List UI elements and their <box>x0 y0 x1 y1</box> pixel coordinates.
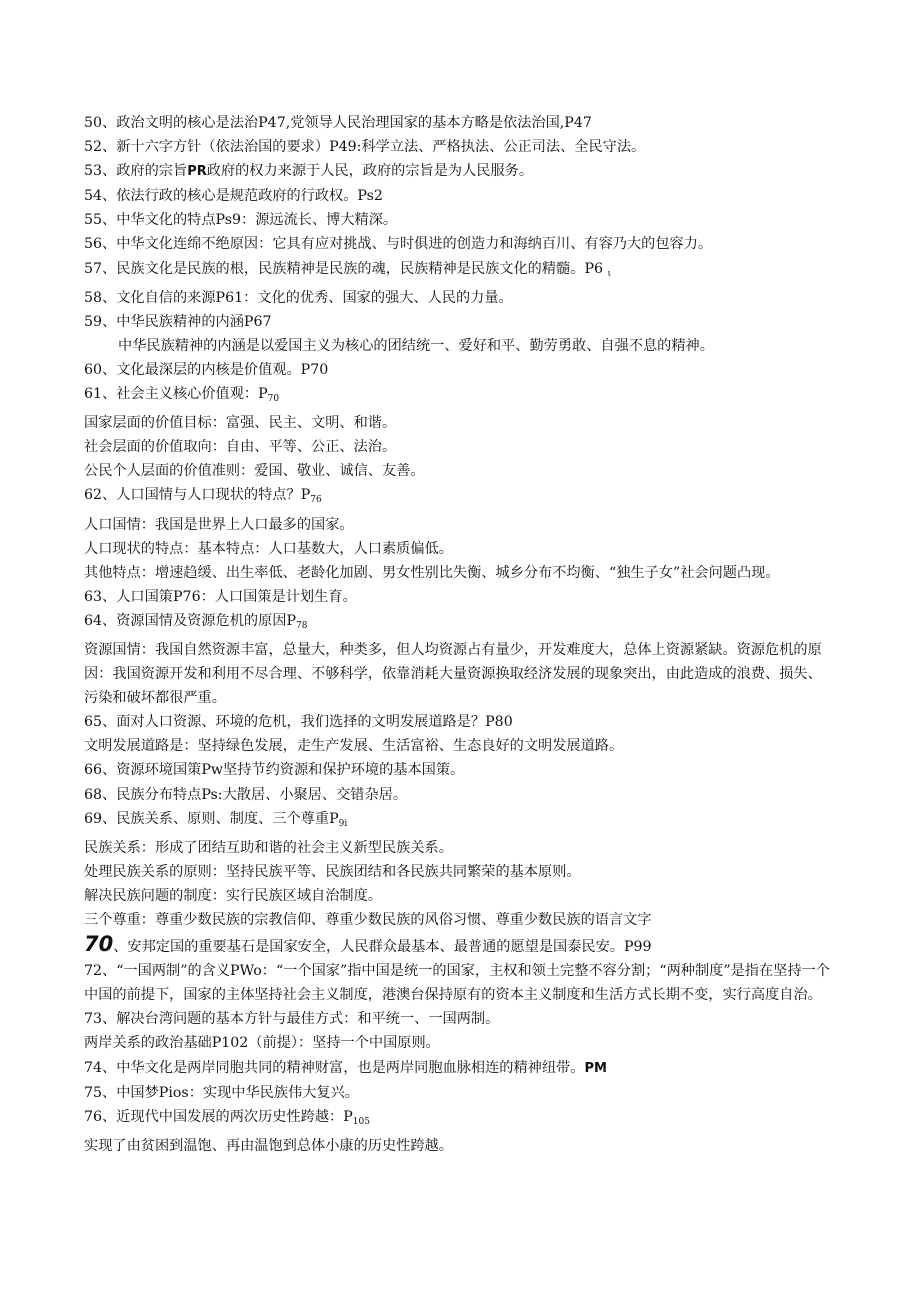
line-52-rest: :科学立法、严格执法、公正司法、全民守法。 <box>356 139 646 156</box>
line-65-detail <box>84 734 832 758</box>
line-61-a-text: 国家层面的价值目标：富强、民主、文明、和谐。 <box>84 415 397 432</box>
line-65-detail-text: 文明发展道路是：坚持绿色发展，走生产发展、生活富裕、生态良好的文明发展道路。 <box>84 738 624 755</box>
line-69-b <box>84 860 832 884</box>
line-69 <box>84 807 832 836</box>
document-body <box>84 111 832 1158</box>
page-ref: P49 <box>329 139 357 156</box>
line-53-rest: 政府的权力来源于人民，政府的宗旨是为人民服务。 <box>206 163 534 180</box>
page-ref-sub: 76 <box>310 495 322 506</box>
line-69-d-text: 三个尊重：尊重少数民族的宗教信仰、尊重少数民族的风俗习惯、尊重少数民族的语言文字 <box>84 912 652 928</box>
line-55 <box>84 208 832 232</box>
line-62-text: 62、人口国情与人口现状的特点？ <box>84 487 301 504</box>
line-72-text: 72、“一国两制”的含义PWo：“一个国家”指中国是统一的国家，主权和领土完整不容分割；“两种制度”是指在坚持一个中国的前提下，国家的主体坚持社会主义制度，港澳台保持原有的资本主义制度和生活方式长期不变，实行高度自治。 <box>84 963 830 1004</box>
page-ref-sub: 78 <box>296 620 308 631</box>
line-52 <box>84 135 832 159</box>
line-64-detail <box>84 638 832 710</box>
line-69-b-text: 处理民族关系的原则：坚持民族平等、民族团结和各民族共同繁荣的基本原则。 <box>84 863 581 880</box>
line-73-detail <box>84 1031 832 1055</box>
line-61-text: 61、社会主义核心价值观： <box>84 386 259 403</box>
line-61-c-text: 公民个人层面的价值准则：爱国、敬业、诚信、友善。 <box>84 463 425 480</box>
line-53-text: 53、政府的宗旨 <box>84 163 188 180</box>
page-ref: P <box>329 810 339 827</box>
line-69-a-text: 民族关系：形成了团结互助和谐的社会主义新型民族关系。 <box>84 839 453 856</box>
line-64-text: 64、资源国情及资源危机的原因 <box>84 612 287 629</box>
line-62-b <box>84 537 832 561</box>
line-50 <box>84 111 832 135</box>
line-59-detail <box>84 334 832 358</box>
line-61-b <box>84 435 832 459</box>
line-56-text: 56、中华文化连绵不绝原因：它具有应对挑战、与时俱进的创造力和海纳百川、有容乃大的包容力。 <box>84 236 713 253</box>
line-59-detail-text: 中华民族精神的内涵是以爱国主义为核心的团结统一、爱好和平、勤劳勇敢、自强不息的精神。 <box>118 337 714 354</box>
line-69-c <box>84 884 832 908</box>
page-ref: P <box>343 1108 353 1125</box>
line-61 <box>84 382 832 411</box>
line-69-d <box>84 908 832 932</box>
line-61-a <box>84 411 832 435</box>
line-59 <box>84 310 832 334</box>
line-62-a-text: 人口国情：我国是世界上人口最多的国家。 <box>84 516 354 533</box>
page-ref: P <box>258 386 268 403</box>
line-54 <box>84 184 832 208</box>
line-72 <box>84 959 832 1007</box>
line-63 <box>84 585 832 609</box>
line-59-text: 59、中华民族精神的内涵P67 <box>84 313 272 330</box>
page-ref-sub: 105 <box>352 1116 370 1127</box>
line-73 <box>84 1007 832 1031</box>
page-mark: ι <box>607 268 612 279</box>
line-56 <box>84 232 832 256</box>
line-62-c-text: 其他特点：增速趋缓、出生率低、老龄化加剧、男女性别比失衡、城乡分布不均衡、“独生子女”社会问题凸现。 <box>84 564 780 581</box>
line-63-text: 63、人口国策P76：人口国策是计划生育。 <box>84 588 357 605</box>
line-57 <box>84 257 832 286</box>
line-74-text: 74、中华文化是两岸同胞共同的精神财富，也是两岸同胞血脉相连的精神纽带。 <box>84 1059 585 1076</box>
line-64-detail-text: 资源国情：我国自然资源丰富，总量大，种类多，但人均资源占有量少，开发难度大，总体上资源紧缺。资源危机的原因：我国资源开发和利用不尽合理、不够科学，依靠消耗大量资源换取经济发展的现象突出，由此造成的浪费、损失、污染和破坏都很严重。 <box>84 641 822 707</box>
line-61-c <box>84 459 832 483</box>
line-76 <box>84 1105 832 1134</box>
line-62-c <box>84 561 832 585</box>
page-ref: PM <box>584 1060 607 1076</box>
line-69-c-text: 解决民族问题的制度：实行民族区域自治制度。 <box>84 887 382 904</box>
line-53 <box>84 159 832 184</box>
line-76-detail-text: 实现了由贫困到温饱、再由温饱到总体小康的历史性跨越。 <box>84 1137 453 1154</box>
line-65 <box>84 710 832 734</box>
line-69-a <box>84 836 832 860</box>
line-74 <box>84 1056 832 1081</box>
line-61-b-text: 社会层面的价值取向：自由、平等、公正、法治。 <box>84 439 397 456</box>
line-75-text: 75、中国梦Pios：实现中华民族伟大复兴。 <box>84 1084 359 1101</box>
line-70 <box>84 932 832 959</box>
line-64 <box>84 609 832 638</box>
line-58-text: 58、文化自信的来源P61：文化的优秀、国家的强大、人民的力量。 <box>84 289 513 306</box>
line-60-text: 60、文化最深层的内核是价值观。P70 <box>84 361 329 378</box>
page-ref: P <box>300 487 311 504</box>
line-66-text: 66、资源环境国策Pw坚持节约资源和保护环境的基本国策。 <box>84 762 465 779</box>
page-ref: P6 <box>584 260 604 277</box>
line-57-text: 57、民族文化是民族的根，民族精神是民族的魂，民族精神是民族文化的精髓。 <box>84 260 585 277</box>
line-76-detail <box>84 1134 832 1158</box>
line-62 <box>84 483 832 512</box>
line-65-text: 65、面对人口资源、环境的危机，我们选择的文明发展道路是？P80 <box>84 714 513 731</box>
page-ref-sub: 70 <box>267 394 280 405</box>
page-ref: P <box>286 612 297 629</box>
page-ref: PR <box>187 164 207 180</box>
item-number-70: 70 <box>84 932 114 957</box>
line-54-text: 54、依法行政的核心是规范政府的行政权。Ps2 <box>84 188 383 205</box>
line-73-detail-text: 两岸关系的政治基础P102（前提）：坚持一个中国原则。 <box>84 1035 440 1052</box>
line-60 <box>84 358 832 382</box>
line-62-b-text: 人口现状的特点：基本特点：人口基数大，人口素质偏低。 <box>84 540 453 557</box>
line-68 <box>84 783 832 807</box>
line-58 <box>84 286 832 310</box>
line-76-text: 76、近现代中国发展的两次历史性跨越： <box>84 1108 344 1125</box>
page-ref-sub: 9i <box>338 818 348 829</box>
line-55-text: 55、中华文化的特点Ps9：源远流长、博大精深。 <box>84 212 398 229</box>
line-62-a <box>84 513 832 537</box>
line-68-text: 68、民族分布特点Ps:大散居、小聚居、交错杂居。 <box>84 786 408 803</box>
line-52-text: 52、新十六字方针（依法治国的要求） <box>84 139 330 156</box>
line-70-text: 、安邦定国的重要基石是国家安全，人民群众最基本、最普通的愿望是国泰民安。P99 <box>113 939 652 956</box>
line-66 <box>84 758 832 782</box>
line-69-text: 69、民族关系、原则、制度、三个尊重 <box>84 810 330 827</box>
line-73-text: 73、解决台湾问题的基本方针与最佳方式：和平统一、一国两制。 <box>84 1011 500 1028</box>
line-50-text: 50、政治文明的核心是法治P47,党领导人民治理国家的基本方略是依法治国,P47 <box>84 115 592 131</box>
line-75 <box>84 1081 832 1105</box>
